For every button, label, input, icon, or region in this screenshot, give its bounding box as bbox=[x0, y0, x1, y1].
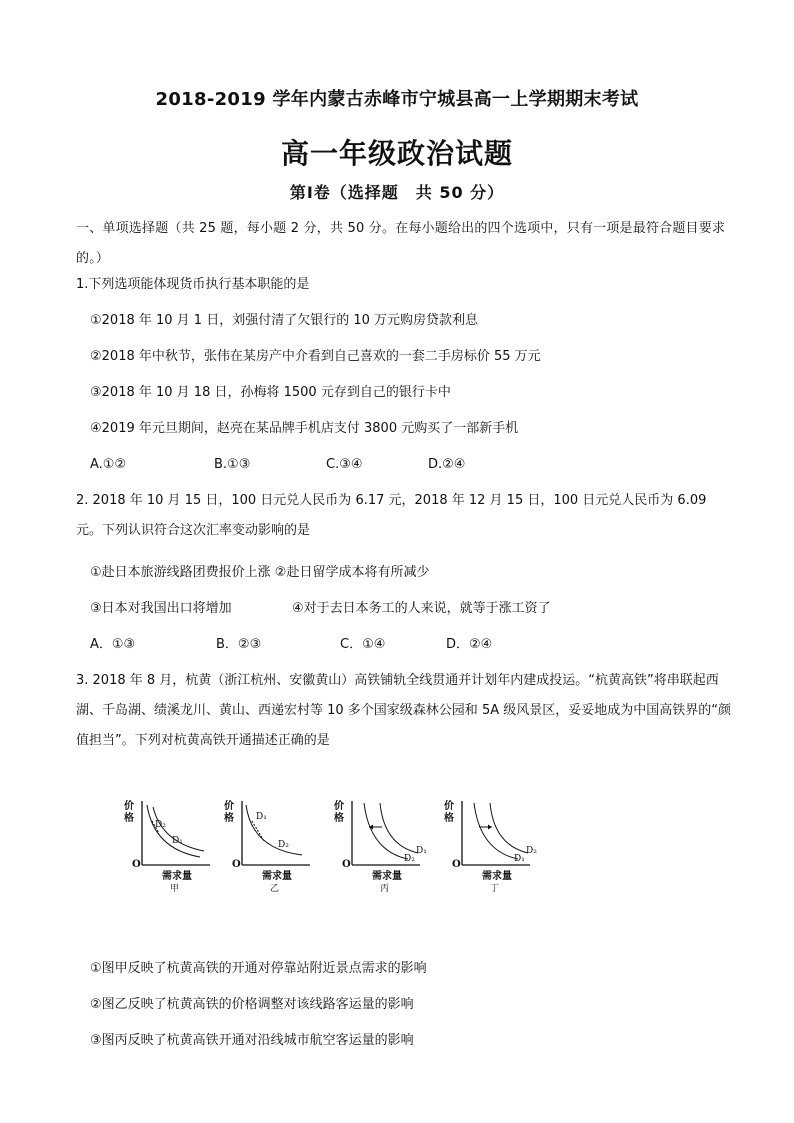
chart-yi-move-arrow bbox=[252, 821, 264, 841]
q1-choice-b[interactable]: B.①③ bbox=[214, 457, 251, 472]
chart-jia bbox=[122, 795, 222, 895]
chart-jia-ylabel-2: 格 bbox=[124, 813, 134, 824]
chart-jia-ylabel-1: 价 bbox=[124, 801, 134, 812]
q2-item-2: ③日本对我国出口将增加 bbox=[90, 601, 232, 616]
chart-yi bbox=[222, 795, 322, 895]
q2-choice-a[interactable]: A．①③ bbox=[90, 637, 136, 652]
q1-item-1: ①2018 年 10 月 1 日，刘强付清了欠银行的 10 万元购房贷款利息 bbox=[90, 313, 479, 328]
q1-item-4: ④2019 年元旦期间，赵亮在某品牌手机店支付 3800 元购买了一部新手机 bbox=[90, 421, 519, 436]
chart-yi-name: 乙 bbox=[270, 884, 280, 894]
chart-ding-arrowhead bbox=[488, 825, 492, 830]
chart-yi-label-d2: D₂ bbox=[278, 840, 289, 850]
chart-jia-label-d2: D₂ bbox=[155, 820, 166, 830]
q1-choice-a[interactable]: A.①② bbox=[90, 457, 127, 472]
q1-item-3: ③2018 年 10 月 18 日，孙梅将 1500 元存到自己的银行卡中 bbox=[90, 385, 451, 400]
chart-ding-origin: O bbox=[452, 859, 461, 870]
chart-bing bbox=[332, 795, 432, 895]
chart-jia-xlabel: 需求量 bbox=[162, 871, 192, 882]
chart-yi-origin: O bbox=[232, 859, 241, 870]
chart-jia-name: 甲 bbox=[170, 884, 180, 894]
chart-yi-ylabel-1: 价 bbox=[224, 801, 234, 812]
q3-item-3: ③图丙反映了杭黄高铁开通对沿线城市航空客运量的影响 bbox=[90, 1033, 414, 1048]
chart-yi-label-d1: D₁ bbox=[256, 812, 267, 822]
chart-bing-curve-d2 bbox=[364, 803, 408, 859]
chart-ding-ylabel-1: 价 bbox=[444, 801, 454, 812]
q1-stem: 1.下列选项能体现货币执行基本职能的是 bbox=[76, 277, 310, 292]
q2-choice-c[interactable]: C．①④ bbox=[340, 637, 386, 652]
instructions: 一、单项选择题（共 25 题，每小题 2 分，共 50 分。在每小题给出的四个选项中，只有一项是最符合题目要求的。） bbox=[76, 221, 726, 266]
chart-ding-label-d2: D₂ bbox=[526, 846, 537, 856]
main-title: 高一年级政治试题 bbox=[280, 137, 513, 170]
q2-item-3: ④对于去日本务工的人来说，就等于涨工资了 bbox=[292, 601, 551, 616]
chart-ding-ylabel-2: 格 bbox=[444, 813, 454, 824]
q2-item-1: ①赴日本旅游线路团费报价上涨 ②赴日留学成本将有所减少 bbox=[90, 565, 430, 580]
chart-ding-curve-d1 bbox=[474, 803, 518, 859]
demand-curve-charts bbox=[122, 795, 542, 895]
q3-stem: 3. 2018 年 8 月，杭黄（浙江杭州、安徽黄山）高铁铺轨全线贯通并计划年内建成投运。“杭黄高铁”将串联起西湖、千岛湖、绩溪龙川、黄山、西递宏村等 10 多个国家级森林公园和 5A 级风景区，妥妥地成为中国高铁界的“颜值担当”。下列对杭黄高铁开通描述正确的是 bbox=[76, 673, 731, 748]
chart-jia-origin: O bbox=[132, 859, 141, 870]
chart-bing-name: 丙 bbox=[380, 884, 390, 894]
q2-choice-b[interactable]: B．②③ bbox=[216, 637, 262, 652]
chart-bing-xlabel: 需求量 bbox=[372, 871, 402, 882]
chart-bing-label-d1: D₁ bbox=[416, 846, 427, 856]
q1-choice-c[interactable]: C.③④ bbox=[326, 457, 363, 472]
chart-ding-xlabel: 需求量 bbox=[482, 871, 512, 882]
q2-choice-d[interactable]: D．②④ bbox=[446, 637, 493, 652]
chart-bing-ylabel-1: 价 bbox=[334, 801, 344, 812]
chart-bing-curve-d1 bbox=[380, 803, 418, 853]
q3-item-1: ①图甲反映了杭黄高铁的开通对停靠站附近景点需求的影响 bbox=[90, 961, 427, 976]
exam-title: 2018-2019 学年内蒙古赤峰市宁城县高一上学期期末考试 bbox=[155, 89, 639, 110]
q1-choice-d[interactable]: D.②④ bbox=[428, 457, 466, 472]
chart-ding-curve-d2 bbox=[490, 803, 528, 853]
chart-ding bbox=[442, 795, 542, 895]
chart-ding-label-d1: D₁ bbox=[514, 854, 525, 864]
chart-jia-label-d1: D₁ bbox=[172, 836, 183, 846]
chart-bing-label-d2: D₂ bbox=[404, 854, 415, 864]
chart-yi-curve bbox=[246, 805, 302, 855]
chart-yi-ylabel-2: 格 bbox=[224, 813, 234, 824]
section-title: 第Ⅰ卷（选择题 共 50 分） bbox=[289, 183, 505, 202]
q3-item-2: ②图乙反映了杭黄高铁的价格调整对该线路客运量的影响 bbox=[90, 997, 414, 1012]
chart-bing-origin: O bbox=[342, 859, 351, 870]
q1-item-2: ②2018 年中秋节，张伟在某房产中介看到自己喜欢的一套二手房标价 55 万元 bbox=[90, 349, 541, 364]
chart-yi-xlabel: 需求量 bbox=[262, 871, 292, 882]
q2-stem: 2. 2018 年 10 月 15 日，100 日元兑人民币为 6.17 元，2018 年 12 月 15 日，100 日元兑人民币为 6.09 元。下列认识符合这次汇率变动影响的是 bbox=[76, 493, 707, 538]
chart-bing-ylabel-2: 格 bbox=[334, 813, 344, 824]
chart-ding-name: 丁 bbox=[490, 884, 500, 894]
